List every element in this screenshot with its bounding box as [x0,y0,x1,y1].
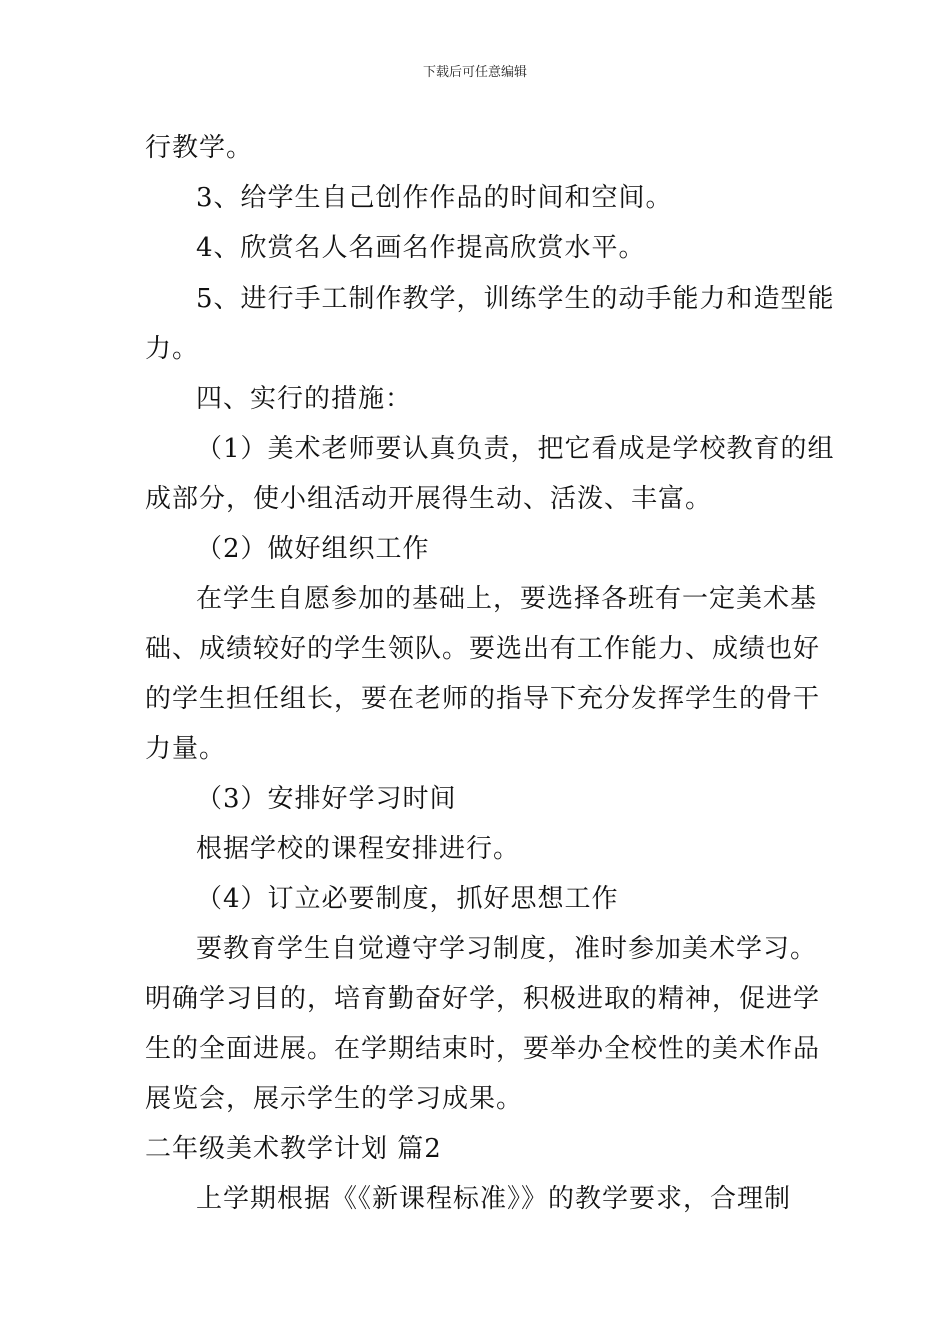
paragraph-line: 要教育学生自觉遵守学习制度，准时参加美术学习。 [196,934,818,964]
list-item-4: 4、欣赏名人名画名作提高欣赏水平。 [196,233,646,263]
section-heading: 四、实行的措施： [196,384,413,414]
paragraph-line: 明确学习目的，培育勤奋好学，积极进取的精神，促进学 [145,984,821,1014]
paragraph-line: 上学期根据《《新课程标准》》的教学要求，合理制 [196,1184,792,1214]
document-title: 二年级美术教学计划 篇2 [145,1134,442,1164]
paragraph-line: 行教学。 [145,133,254,163]
paragraph-line: 成部分，使小组活动开展得生动、活泼、丰富。 [145,484,713,514]
measure-item-4: （4）订立必要制度，抓好思想工作 [196,884,619,914]
measure-item-2: （2）做好组织工作 [196,534,430,564]
paragraph-line: 生的全面进展。在学期结束时，要举办全校性的美术作品 [145,1034,821,1064]
page-header-note: 下载后可任意编辑 [422,65,527,80]
paragraph-line: 力。 [145,334,200,364]
paragraph-line: 的学生担任组长，要在老师的指导下充分发挥学生的骨干 [145,684,821,714]
list-item-5: 5、进行手工制作教学，训练学生的动手能力和造型能 [196,284,835,314]
paragraph-line: 根据学校的课程安排进行。 [196,834,521,864]
measure-item-3: （3）安排好学习时间 [196,784,457,814]
paragraph-line: 础、成绩较好的学生领队。要选出有工作能力、成绩也好 [145,634,821,664]
paragraph-line: 在学生自愿参加的基础上，要选择各班有一定美术基 [196,584,818,614]
paragraph-line: 展览会，展示学生的学习成果。 [145,1084,524,1114]
measure-item-1: （1）美术老师要认真负责，把它看成是学校教育的组 [196,434,835,464]
paragraph-line: 力量。 [145,734,227,764]
list-item-3: 3、给学生自己创作作品的时间和空间。 [196,183,673,213]
